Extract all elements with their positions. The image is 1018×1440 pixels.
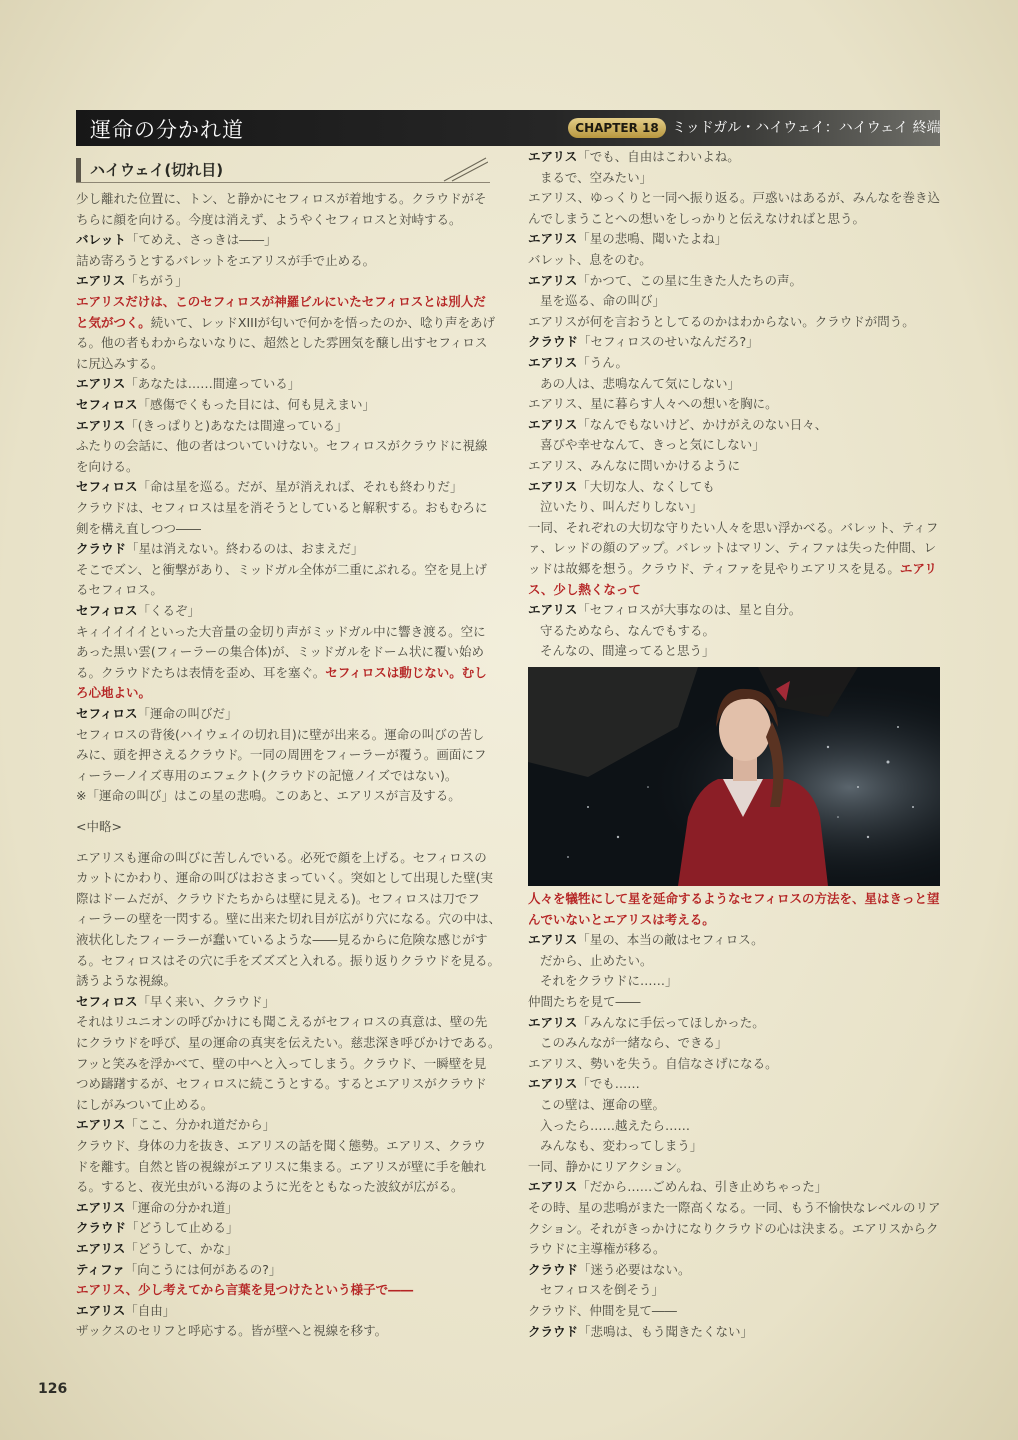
line-text: まるで、空みたい」	[540, 169, 653, 185]
text-line	[76, 817, 122, 837]
line-text: そこでズン、と衝撃があり、ミッドガル全体が二重にぶれる。空を見上げ	[76, 561, 487, 577]
text-line	[76, 395, 375, 415]
text-line	[76, 560, 487, 580]
line-text: に尻込みする。	[76, 355, 164, 371]
text-line	[76, 683, 151, 703]
line-text: る。クラウドたちは表情を歪め、耳を塞ぐ。	[76, 664, 326, 680]
text-line	[76, 663, 487, 683]
line-text: エアリス、ゆっくりと一同へ振り返る。戸惑いはあるが、みんなを巻き込	[528, 190, 941, 206]
speaker-name: エアリス	[528, 1076, 578, 1092]
text-line	[528, 600, 801, 620]
line-text: ザックスのセリフと呼応する。皆が壁へと視線を移す。	[76, 1323, 388, 1339]
speaker-name: クラウド	[76, 541, 127, 557]
line-text: 「(きっぱりと)あなたは間違っている」	[125, 417, 348, 433]
text-line	[76, 1218, 239, 1238]
speaker-name: エアリス	[528, 416, 578, 432]
text-line	[528, 271, 802, 291]
text-line	[76, 1115, 275, 1135]
line-text: 「星は消えない。終わるのは、おまえだ」	[126, 541, 364, 557]
text-line	[528, 1301, 677, 1321]
text-line	[76, 498, 488, 518]
line-text: それはリユニオンの呼びかけにも聞こえるがセフィロスの真意は、壁の先	[76, 1014, 488, 1030]
text-line	[76, 930, 488, 950]
text-line	[76, 1260, 281, 1280]
text-line	[528, 497, 703, 517]
line-text: ァ、レッドの顔のアップ。バレットはマリン、ティファは失った仲間、レ	[528, 540, 937, 556]
line-text: エアリスが何を言おうとしてるのかはわからない。クラウドが問う。	[528, 313, 915, 329]
line-text: 仲間たちを見て――	[528, 994, 641, 1009]
text-line	[528, 580, 641, 600]
text-line	[76, 992, 275, 1012]
text-line	[528, 1054, 778, 1074]
text-line	[528, 394, 778, 414]
line-text: エアリス、勢いを失う。自信なさげになる。	[528, 1055, 778, 1071]
text-line	[528, 1013, 765, 1033]
text-line	[528, 250, 652, 270]
line-text: 続いて、レッドXIIIが匂いで何かを悟ったのか、唸り声をあげ	[150, 314, 496, 330]
highlight-text: ス、少し熱くなって	[528, 581, 641, 597]
text-line	[528, 971, 678, 991]
text-line	[76, 354, 164, 374]
text-line	[76, 271, 188, 291]
line-text: 「ちがう」	[125, 273, 188, 289]
text-line	[76, 210, 462, 230]
line-text: セフィロスの背後(ハイウェイの切れ目)に壁が出来る。運命の叫びの苦し	[76, 726, 485, 742]
speaker-name: セフィロス	[76, 706, 138, 721]
speaker-name: エアリス	[528, 272, 578, 288]
highlight-text: ろ心地よい。	[76, 685, 152, 701]
text-line	[76, 1157, 486, 1177]
line-text: 入ったら……越えたら……	[540, 1117, 691, 1133]
line-text: カットにかわり、運命の叫びはおさまっていく。突如として出現した壁(実	[76, 870, 494, 886]
line-text: 「でも、自由はこわいよね。	[577, 149, 740, 164]
text-line	[528, 209, 865, 229]
text-line	[528, 1239, 666, 1259]
line-text: 「星の、本当の敵はセフィロス。	[577, 932, 764, 948]
speaker-name: エアリス	[76, 376, 126, 392]
line-text: 一同、それぞれの大切な守りたい人々を思い浮かべる。バレット、ティフ	[528, 519, 939, 535]
text-line	[76, 1012, 487, 1032]
text-line	[76, 971, 176, 991]
speaker-name: エアリス	[528, 355, 578, 370]
speaker-name: エアリス	[528, 478, 578, 494]
page-number: 126	[38, 1381, 68, 1397]
text-line	[528, 1198, 941, 1218]
text-line	[528, 1322, 753, 1342]
line-text: ィーラーノイズ専用のエフェクト(クラウドの記憶ノイズではない)。	[76, 767, 458, 783]
text-line	[76, 704, 238, 724]
line-text: ふたりの会話に、他の者はついていけない。セフィロスがクラウドに視線	[76, 438, 488, 454]
text-line	[76, 1136, 486, 1156]
text-line	[76, 848, 487, 868]
text-line	[528, 188, 940, 208]
line-text: 「ここ、分かれ道だから」	[125, 1117, 276, 1133]
line-text: エアリスも運命の叫びに苦しんでいる。必死で顔を上げる。セフィロスの	[76, 849, 487, 865]
line-text: 「セフィロスのせいなんだろ?」	[578, 334, 759, 350]
page-title: 運命の分かれ道	[90, 118, 244, 142]
line-text: 「星の悲鳴、聞いたよね」	[577, 231, 728, 247]
line-text: 「くるぞ」	[137, 603, 201, 618]
line-text: みんなも、変わってしまう」	[540, 1138, 703, 1154]
line-text: 「みんなに手伝ってほしかった。	[577, 1014, 765, 1030]
text-line	[528, 559, 937, 579]
line-text: 「大切な人、なくしても	[577, 478, 715, 494]
line-text: んでしまうことへの想いをしっかりと伝えなければと思う。	[528, 210, 866, 226]
text-line	[76, 766, 457, 786]
speaker-name: クラウド	[528, 1323, 579, 1339]
speaker-name: エアリス	[528, 231, 578, 247]
line-text: 「運命の分かれ道」	[125, 1199, 238, 1215]
speaker-name: エアリス	[76, 273, 126, 289]
text-line	[528, 477, 715, 497]
line-text: る。他の者もわからないなりに、超然とした雰囲気を醸し出すセフィロス	[76, 335, 488, 351]
text-line	[76, 745, 486, 765]
line-text: 一同、静かにリアクション。	[528, 1158, 689, 1174]
text-line	[76, 889, 480, 909]
speaker-name: エアリス	[76, 417, 126, 433]
text-line	[528, 456, 740, 476]
text-line	[528, 910, 715, 930]
text-line	[76, 374, 300, 394]
text-line	[76, 539, 364, 559]
line-text: ちらに顔を向ける。今度は消えず、ようやくセフィロスと対峙する。	[76, 211, 462, 227]
chapter-badge: CHAPTER 18	[568, 118, 666, 138]
text-line	[76, 416, 348, 436]
line-text: 際はドームだが、クラウドたちからは壁に見える)。セフィロスは刀でフ	[76, 890, 480, 906]
line-text: 液状化したフィーラーが蠢いているような――見るからに危険な感じがす	[76, 932, 488, 947]
speaker-name: エアリス	[528, 932, 578, 948]
text-line	[76, 1280, 413, 1300]
line-text: セフィロスを倒そう」	[540, 1282, 665, 1298]
line-text: 「悲鳴は、もう聞きたくない」	[578, 1323, 754, 1339]
line-text: 「向こうには何があるの?」	[124, 1261, 282, 1277]
line-text: を向ける。	[76, 458, 139, 474]
line-text: 守るためなら、なんでもする。	[540, 622, 716, 638]
text-line	[76, 1095, 213, 1115]
line-text: つめ躊躇するが、セフィロスに続こうとする。するとエアリスがクラウド	[76, 1076, 487, 1092]
text-line	[76, 601, 200, 621]
line-text: 「早く来い、クラウド」	[137, 993, 276, 1009]
line-text: 「かつて、この星に生きた人たちの声。	[577, 272, 803, 288]
chapter-banner	[76, 110, 940, 146]
speaker-name: エアリス	[76, 1302, 126, 1318]
line-text: あった黒い雲(フィーラーの集合体)が、ミッドガルをドーム状に覆い始め	[76, 644, 485, 660]
highlight-text: と気がつく。	[76, 314, 151, 330]
text-line	[528, 1219, 939, 1239]
line-text: エアリス、みんなに問いかけるように	[528, 458, 741, 473]
line-text: 泣いたり、叫んだりしない」	[540, 499, 703, 515]
text-line	[528, 951, 653, 971]
text-line	[528, 291, 665, 311]
line-text: にしがみついて止める。	[76, 1096, 214, 1112]
highlight-text: 人々を犠牲にして星を延命するようなセフィロスの方法を、星はきっと望	[528, 891, 940, 906]
line-text: 「どうして、かな」	[125, 1241, 238, 1256]
line-text: る。セフィロスはその穴に手をズズズと入れる。振り返りクラウドを見る。	[76, 952, 501, 968]
text-line	[528, 1116, 690, 1136]
speaker-name: セフィロス	[76, 397, 138, 412]
text-line	[528, 621, 715, 641]
text-line	[76, 313, 495, 333]
text-line	[528, 641, 715, 661]
section-marker	[76, 158, 81, 182]
text-line	[76, 519, 201, 539]
speaker-name: セフィロス	[76, 603, 138, 618]
text-line	[76, 477, 463, 497]
text-line	[76, 786, 461, 806]
speaker-name: セフィロス	[76, 479, 138, 495]
highlight-text: エアリスだけは、このセフィロスが神羅ビルにいたセフィロスとは別人だ	[76, 294, 486, 309]
text-line	[76, 622, 486, 642]
highlight-text: エアリス、少し考えてから言葉を見つけたという様子で――	[76, 1282, 414, 1298]
line-text: このみんなが一緒なら、できる」	[540, 1035, 728, 1051]
section-title: ハイウェイ(切れ目)	[90, 161, 224, 179]
line-text: クラウド、身体の力を抜き、エアリスの話を聞く態勢。エアリス、クラウ	[76, 1138, 486, 1153]
line-text: ドを離す。自然と皆の視線がエアリスに集まる。エアリスが壁に手を触れ	[76, 1158, 487, 1174]
line-text: クラウドは、セフィロスは星を消そうとしていると解釈する。おもむろに	[76, 500, 488, 515]
speaker-name: エアリス	[76, 1117, 126, 1133]
text-line	[76, 909, 501, 929]
line-text: 「あなたは……間違っている」	[125, 376, 301, 392]
line-text: 「迷う必要はない。	[578, 1261, 691, 1277]
text-line	[528, 332, 759, 352]
line-text: その時、星の悲鳴がまた一際高くなる。一同、もう不愉快なレベルのリア	[528, 1200, 941, 1215]
text-line	[76, 868, 493, 888]
line-text: 「てめえ、さっきは――」	[125, 232, 277, 248]
line-text: 「なんでもないけど、かけがえのない日々、	[577, 416, 828, 432]
text-line	[528, 168, 652, 188]
line-text: 喜びや幸せなんて、きっと気にしない」	[540, 437, 765, 453]
speaker-name: エアリス	[528, 602, 578, 618]
line-text: あの人は、悲鳴なんて気にしない」	[540, 375, 741, 391]
line-text: 「セフィロスが大事なのは、星と自分。	[577, 602, 802, 618]
speaker-name: クラウド	[76, 1220, 127, 1236]
line-text: そんなの、間違ってると思う」	[540, 643, 715, 659]
line-text: みに、頭を押さえるクラウド。一同の周囲をフィーラーが覆う。画面にフ	[76, 747, 487, 763]
speaker-name: バレット	[76, 232, 126, 248]
text-line	[528, 353, 628, 373]
text-line	[76, 1321, 387, 1341]
text-line	[76, 436, 488, 456]
line-text: エアリス、星に暮らす人々への想いを胸に。	[528, 396, 778, 412]
text-line	[528, 1280, 664, 1300]
text-line	[528, 992, 641, 1012]
highlight-text: セフィロスは動じない。むし	[325, 664, 487, 680]
text-line	[528, 312, 915, 332]
text-line	[76, 1033, 501, 1053]
line-text: にクラウドを呼び、星の運命の真実を伝えたい。慈悲深き呼びかけである。	[76, 1035, 501, 1050]
text-line	[76, 1177, 464, 1197]
text-line	[528, 1095, 665, 1115]
speaker-name: クラウド	[528, 334, 579, 350]
line-text: るセフィロス。	[76, 582, 163, 598]
speaker-name: セフィロス	[76, 993, 138, 1009]
text-line	[528, 1136, 702, 1156]
text-line	[76, 951, 500, 971]
speaker-name: エアリス	[528, 1179, 578, 1195]
line-text: 剣を構え直しつつ――	[76, 520, 202, 536]
text-line	[76, 1239, 238, 1259]
text-line	[528, 1074, 640, 1094]
line-text: 「うん。	[577, 355, 629, 370]
speaker-name: エアリス	[528, 1014, 578, 1030]
location-label: ミッドガル・ハイウェイ：ハイウェイ 終端	[672, 120, 941, 136]
line-text: 誘うような視線。	[76, 973, 177, 989]
line-text: 「だから……ごめんね、引き止めちゃった」	[577, 1179, 828, 1195]
line-text: ィーラーの壁を一閃する。壁に出来た切れ目が広がり穴になる。穴の中は、	[76, 911, 502, 927]
line-text: 「自由」	[125, 1302, 176, 1318]
text-line	[76, 457, 139, 477]
text-line	[528, 518, 938, 538]
text-line	[76, 642, 484, 662]
aerith-screenshot	[528, 667, 940, 886]
text-line	[76, 251, 375, 271]
line-text: バレット、息をのむ。	[528, 252, 652, 267]
text-line	[76, 1074, 487, 1094]
speaker-name: クラウド	[528, 1261, 579, 1277]
text-line	[528, 374, 740, 394]
line-text: それをクラウドに……」	[540, 973, 678, 989]
line-text: ※「運命の叫び」はこの星の悲鳴。このあと、エアリスが言及する。	[76, 788, 461, 804]
highlight-text: エアリ	[899, 561, 937, 576]
speaker-name: エアリス	[76, 1241, 126, 1256]
line-text: 詰め寄ろうとするバレットをエアリスが手で止める。	[76, 252, 376, 268]
text-line	[76, 333, 487, 353]
text-line	[528, 229, 727, 249]
text-line	[76, 1054, 486, 1074]
text-line	[528, 538, 936, 558]
text-line	[76, 1198, 238, 1218]
section-deco-lines	[426, 156, 488, 182]
speaker-name: エアリス	[76, 1199, 126, 1215]
line-text: キィイイイイといった大音量の金切り声がミッドガル中に響き渡る。空に	[76, 623, 486, 639]
line-text: クション。それがきっかけになりクラウドの心は決まる。エアリスからク	[528, 1220, 939, 1236]
text-line	[76, 230, 277, 250]
line-text: だから、止めたい。	[540, 952, 653, 968]
speaker-name: ティファ	[76, 1261, 125, 1277]
text-line	[528, 415, 827, 435]
speaker-name: エアリス	[528, 149, 578, 164]
text-line	[76, 725, 484, 745]
line-text: ラウドに主導権が移る。	[528, 1241, 666, 1257]
text-line	[528, 1157, 689, 1177]
text-line	[528, 889, 940, 909]
line-text: 「感傷でくもった目には、何も見えまい」	[137, 397, 376, 412]
text-line	[528, 1260, 691, 1280]
text-line	[76, 580, 163, 600]
line-text: 「命は星を巡る。だが、星が消えれば、それも終わりだ」	[137, 479, 463, 495]
section-heading	[76, 156, 490, 183]
highlight-text: んでいないとエアリスは考える。	[528, 911, 715, 927]
text-line	[528, 1177, 827, 1197]
line-text: フッと笑みを浮かべて、壁の中へと入ってしまう。クラウド、一瞬壁を見	[76, 1055, 487, 1071]
text-line	[76, 1301, 175, 1321]
line-text: 少し離れた位置に、トン、と静かにセフィロスが着地する。クラウドがそ	[76, 191, 487, 206]
line-text: <中略>	[76, 819, 122, 834]
text-line	[76, 189, 487, 209]
line-text: 「どうして止める」	[126, 1220, 239, 1236]
line-text: 星を巡る、命の叫び」	[540, 293, 666, 309]
text-line	[528, 930, 764, 950]
line-text: 「でも……	[577, 1076, 640, 1092]
line-text: ッドは故郷を想う。クラウド、ティファを見やりエアリスを見る。	[528, 561, 900, 576]
line-text: クラウド、仲間を見て――	[528, 1303, 677, 1318]
text-line	[528, 435, 765, 455]
text-line	[76, 292, 486, 312]
text-line	[528, 1033, 728, 1053]
line-text: 「運命の叫びだ」	[137, 706, 238, 721]
text-line	[528, 147, 740, 167]
line-text: る。すると、夜光虫がいる海のように光をともなった波紋が広がる。	[76, 1179, 464, 1195]
line-text: この壁は、運命の壁。	[540, 1097, 666, 1112]
